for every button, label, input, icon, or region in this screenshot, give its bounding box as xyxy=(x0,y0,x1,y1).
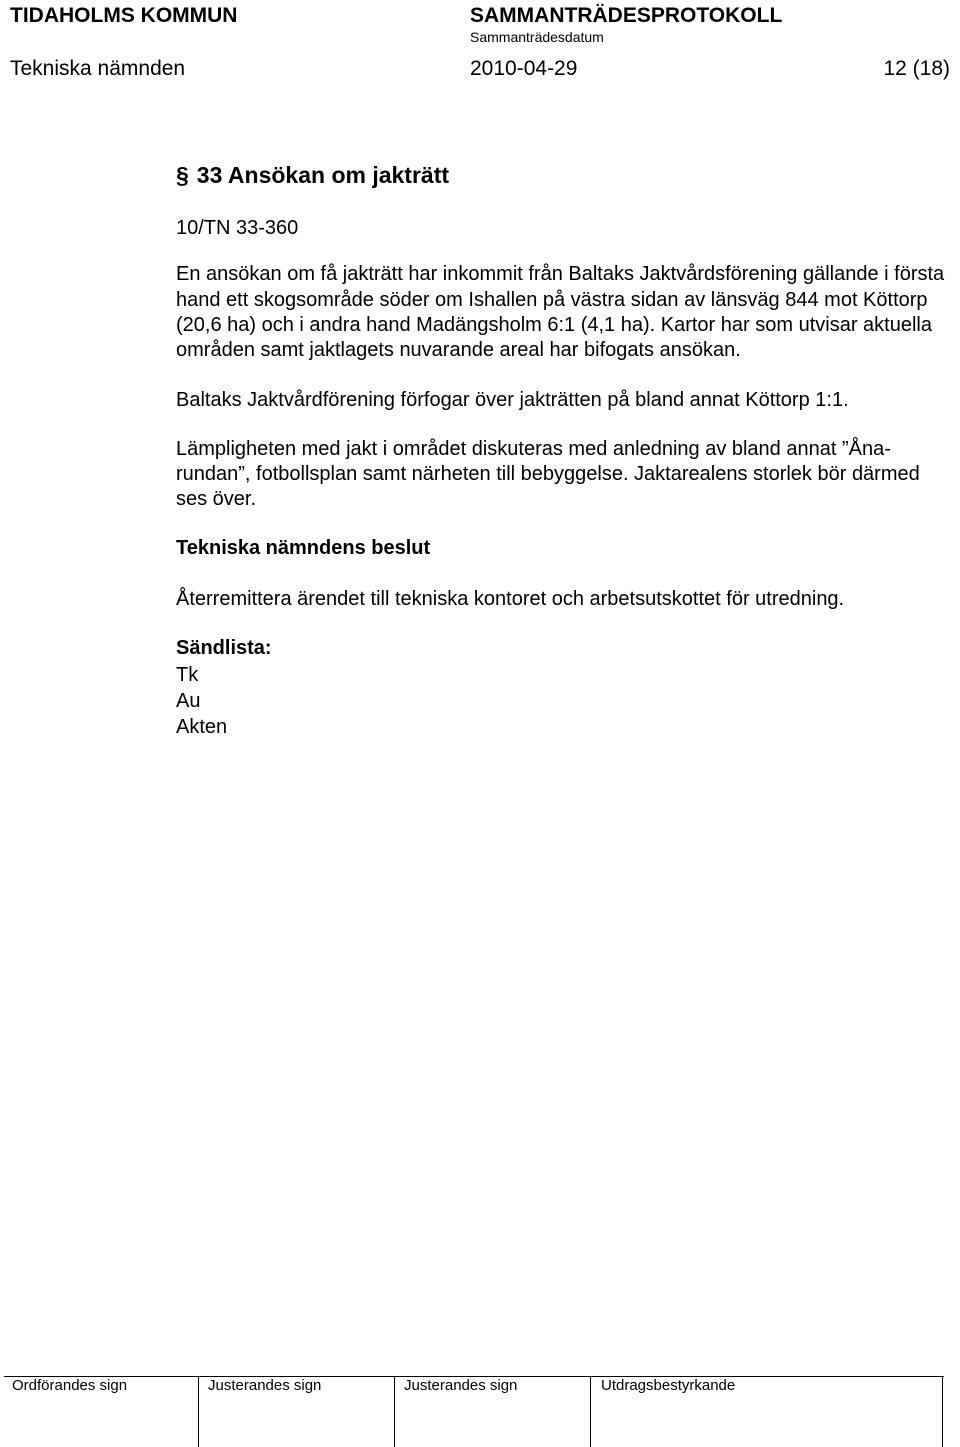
case-number: 10/TN 33-360 xyxy=(176,217,299,239)
paragraph-application: En ansökan om få jakträtt har inkommit från Baltaks Jaktvårdsförening gällande i första hand ett skogsområde söder om Ishallen på västra sidan av länsväg 844 mot Köttorp (20,6 ha) och i andra hand Madängsholm 6:1 (4,1 ha). Kartor har som utvisar aktuella områden samt jaktlagets nuvarande areal har bifogats ansökan. xyxy=(176,263,945,362)
adjuster-signature-label-2: Justerandes sign xyxy=(404,1377,518,1394)
meeting-date-label: Sammanträdesdatum xyxy=(470,29,604,45)
agenda-item xyxy=(176,160,946,740)
section-symbol: § xyxy=(176,162,189,188)
signature-footer xyxy=(0,1376,960,1447)
footer-divider xyxy=(942,1376,943,1447)
paragraph-suitability: Lämpligheten med jakt i området diskuteras med anledning av bland annat ”Åna-rundan”, fotbollsplan samt närheten till bebyggelse. Jaktarealens storlek bör därmed ses över. xyxy=(176,437,920,511)
document-type: SAMMANTRÄDESPROTOKOLL xyxy=(470,4,783,27)
distribution-heading: Sändlista: xyxy=(176,637,272,660)
item-title: 33 Ansökan om jakträtt xyxy=(196,162,450,188)
committee-name: Tekniska nämnden xyxy=(10,57,186,80)
organization-name: TIDAHOLMS KOMMUN xyxy=(10,4,238,27)
distribution-item: Tk xyxy=(176,663,199,686)
adjuster-signature-label: Justerandes sign xyxy=(208,1377,322,1394)
page-number: 12 (18) xyxy=(883,57,950,80)
meeting-date: 2010-04-29 xyxy=(470,57,578,80)
chair-signature-label: Ordförandes sign xyxy=(12,1377,128,1394)
decision-heading: Tekniska nämndens beslut xyxy=(176,536,431,559)
footer-divider xyxy=(590,1376,591,1447)
distribution-item: Akten xyxy=(176,715,228,738)
distribution-list xyxy=(176,662,946,740)
distribution-item: Au xyxy=(176,689,201,712)
footer-divider xyxy=(198,1376,199,1447)
extract-certification-label: Utdragsbestyrkande xyxy=(601,1377,736,1394)
paragraph-hunting-rights: Baltaks Jaktvårdförening förfogar över jakträtten på bland annat Köttorp 1:1. xyxy=(176,389,849,412)
decision-text: Återremittera ärendet till tekniska kontoret och arbetsutskottet för utredning. xyxy=(176,587,845,610)
item-heading xyxy=(176,160,946,190)
footer-divider xyxy=(394,1376,395,1447)
